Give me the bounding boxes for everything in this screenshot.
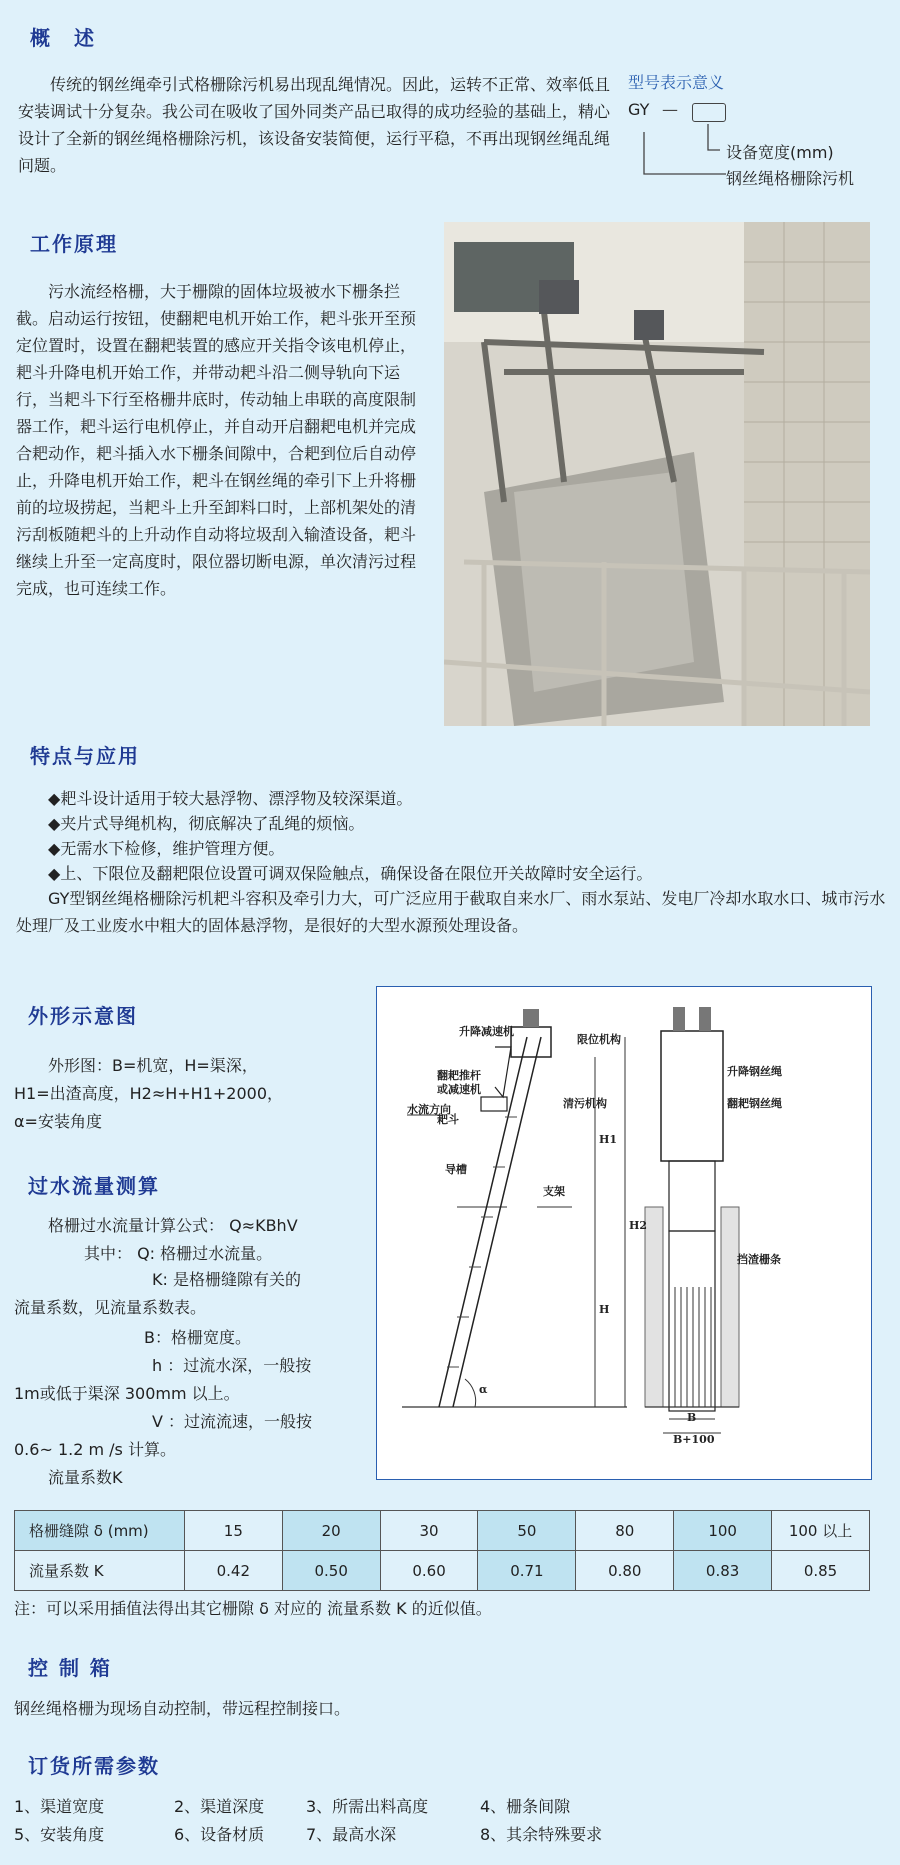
principle-paragraph: 污水流经格栅，大于栅隙的固体垃圾被水下栅条拦截。启动运行按钮，使翻耙电机开始工作，耙斗张开至预定位置时，设置在翻耙装置的感应开关指令该电机停止，耙斗升降电机开始工作，并带动耙斗沿二侧导轨向下运行，当耙斗下行至格栅井底时，传动轴上串联的高度限制器工作，耙斗运行电机停止，并自动开启翻耙电机并完成合耙动作，耙斗插入水下栅条间隙中，合耙到位后自动停止，升降电机开始工作，耙斗在钢丝绳的牵引下上升将栅前的垃圾捞起，当耙斗上升至卸料口时，上部机架处的清污刮板随耙斗的上升动作自动将垃圾刮入输渣设备，耙斗继续上升至一定高度时，限位器切断电源，单次清污过程完成，也可连续工作。	[16, 282, 417, 598]
flow-line: 其中： Q: 格栅过水流量。	[84, 1244, 273, 1263]
table-cell: 100	[674, 1511, 772, 1551]
label-tip-rope: 翻耙钢丝绳	[727, 1097, 782, 1110]
table-cell: 0.50	[282, 1551, 380, 1591]
outline-line: α=安装角度	[14, 1112, 102, 1131]
flow-line: 格栅过水流量计算公式： Q≈KBhV	[48, 1216, 298, 1235]
model-label-width: 设备宽度(mm)	[726, 143, 834, 162]
principle-title: 工作原理	[30, 232, 118, 256]
table-cell: 50	[478, 1511, 576, 1551]
table-cell: 0.85	[772, 1551, 870, 1591]
overview-title: 概 述	[30, 26, 96, 50]
feature-item: ◆夹片式导绳机构，彻底解决了乱绳的烦恼。	[48, 814, 365, 833]
label-h1: H1	[599, 1133, 618, 1146]
label-b: B	[687, 1411, 697, 1424]
order-item: 8、其余特殊要求	[480, 1825, 603, 1844]
label-support: 支架	[543, 1185, 565, 1198]
table-row	[15, 1551, 870, 1591]
model-label-name: 钢丝绳格栅除污机	[726, 169, 855, 188]
label-lift-rope: 升降钢丝绳	[727, 1065, 782, 1078]
table-cell: 20	[282, 1511, 380, 1551]
outline-title: 外形示意图	[28, 1004, 138, 1028]
table-cell: 100 以上	[772, 1511, 870, 1551]
order-item: 5、安装角度	[14, 1825, 105, 1844]
control-text: 钢丝绳格栅为现场自动控制，带远程控制接口。	[14, 1699, 351, 1718]
table-cell: 流量系数 K	[15, 1551, 185, 1591]
label-flow-dir: 水流方向	[407, 1103, 451, 1116]
diagram-drawing	[377, 987, 871, 1479]
order-item: 6、设备材质	[174, 1825, 265, 1844]
flow-title: 过水流量测算	[28, 1174, 160, 1198]
table-cell: 30	[380, 1511, 478, 1551]
table-cell: 0.60	[380, 1551, 478, 1591]
order-item: 4、栅条间隙	[480, 1797, 571, 1816]
table-cell: 0.83	[674, 1551, 772, 1591]
features-application: GY型钢丝绳格栅除污机耙斗容积及牵引力大，可广泛应用于截取自来水厂、雨水泵站、发电厂冷却水取水口、城市污水处理厂及工业废水中粗大的固体悬浮物，是很好的大型水源预处理设备。	[16, 889, 886, 935]
outline-diagram	[376, 986, 872, 1480]
table-cell: 0.71	[478, 1551, 576, 1591]
flow-coefficient-table	[14, 1510, 870, 1591]
label-clean: 清污机构	[563, 1097, 607, 1110]
machine-photo	[444, 222, 870, 726]
table-cell: 15	[184, 1511, 282, 1551]
outline-line: H1=出渣高度，H2≈H+H1+2000，	[14, 1084, 284, 1103]
feature-item: ◆无需水下检修，维护管理方便。	[48, 839, 285, 858]
label-h2: H2	[629, 1219, 648, 1232]
table-cell: 0.80	[576, 1551, 674, 1591]
label-guide: 导槽	[445, 1163, 467, 1176]
flow-line: V ：过流流速，一般按	[152, 1412, 313, 1431]
overview-paragraph: 传统的钢丝绳牵引式格栅除污机易出现乱绳情况。因此，运转不正常、效率低且安装调试十分复杂。我公司在吸收了国外同类产品已取得的成功经验的基础上，精心设计了全新的钢丝绳格栅除污机，该设备安装简便，运行平稳，不再出现钢丝绳乱绳问题。	[18, 75, 611, 175]
flow-line: h ：过流水深，一般按	[152, 1356, 312, 1375]
model-dash: —	[662, 100, 678, 119]
model-code: GY	[628, 100, 650, 119]
order-item: 7、最高水深	[306, 1825, 397, 1844]
table-cell: 0.42	[184, 1551, 282, 1591]
label-tipping2: 或减速机	[437, 1083, 481, 1096]
label-limit: 限位机构	[577, 1033, 621, 1046]
feature-item: ◆耙斗设计适用于较大悬浮物、漂浮物及较深渠道。	[48, 789, 413, 808]
order-title: 订货所需参数	[28, 1754, 160, 1778]
flow-line: 流量系数K	[48, 1468, 123, 1487]
label-bars: 挡渣栅条	[737, 1253, 781, 1266]
table-cell: 80	[576, 1511, 674, 1551]
flow-line: B：格栅宽度。	[144, 1328, 251, 1347]
label-tipping: 翻耙推杆	[437, 1069, 481, 1082]
label-lift-reducer: 升降减速机	[459, 1025, 514, 1038]
label-alpha: α	[479, 1383, 488, 1396]
table-note: 注：可以采用插值法得出其它栅隙 δ 对应的 流量系数 K 的近似值。	[14, 1599, 492, 1618]
flow-line: 1m或低于渠深 300mm 以上。	[14, 1384, 240, 1403]
label-h: H	[599, 1303, 610, 1316]
flow-line: K: 是格栅缝隙有关的	[152, 1270, 301, 1289]
table-row	[15, 1511, 870, 1551]
flow-line: 0.6~ 1.2 m /s 计算。	[14, 1440, 176, 1459]
features-title: 特点与应用	[30, 744, 140, 768]
table-cell: 格栅缝隙 δ (mm)	[15, 1511, 185, 1551]
features-list	[48, 786, 888, 886]
order-item: 3、所需出料高度	[306, 1797, 429, 1816]
label-rake: 耙斗	[437, 1113, 459, 1126]
outline-line: 外形图：B=机宽，H=渠深，	[48, 1056, 258, 1075]
order-item: 2、渠道深度	[174, 1797, 265, 1816]
flow-line: 流量系数，见流量系数表。	[14, 1298, 207, 1317]
label-b100: B+100	[673, 1433, 715, 1446]
model-title: 型号表示意义	[628, 73, 725, 92]
feature-item: ◆上、下限位及翻耙限位设置可调双保险触点，确保设备在限位开关故障时安全运行。	[48, 864, 653, 883]
control-title: 控 制 箱	[28, 1656, 112, 1680]
order-item: 1、渠道宽度	[14, 1797, 105, 1816]
